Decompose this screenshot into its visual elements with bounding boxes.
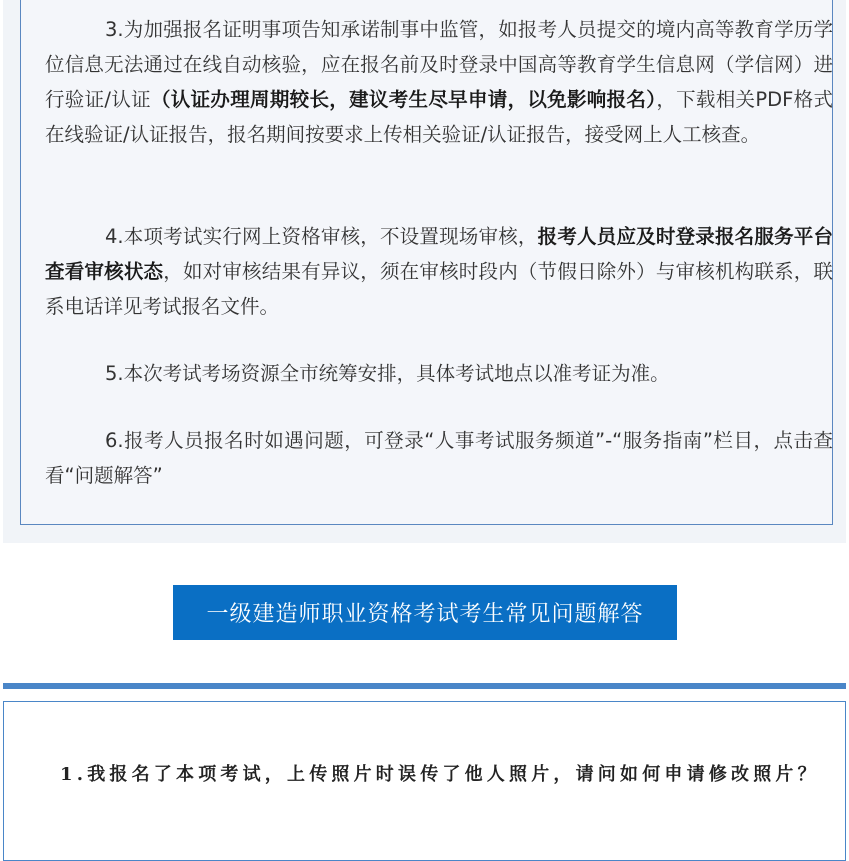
faq-question-1 [24, 758, 824, 791]
notice-item-3-bold: （认证办理周期较长，建议考生尽早申请，以免影响报名） [150, 88, 657, 111]
notice-item-3 [45, 12, 833, 152]
notice-item-4-text-b: ，如对审核结果有异议，须在审核时段内（节假日除外）与审核机构联系，联系电话详见考试报名文件。 [45, 260, 833, 318]
section-banner-title: 一级建造师职业资格考试考生常见问题解答 [173, 585, 677, 640]
notice-item-4-bold: 报考人员应及时登录报名服务平台查看审核状态 [45, 225, 833, 283]
notice-item-5-text: 5.本次考试考场资源全市统筹安排，具体考试地点以准考证为准。 [105, 362, 670, 385]
notice-item-3-text-a: 3.为加强报名证明事项告知承诺制事中监管，如报考人员提交的境内高等教育学历学位信息无法通过在线自动核验，应在报名前及时登录中国高等教育学生信息网（学信网）进行验证/认证 [45, 18, 833, 111]
notice-item-6 [45, 423, 833, 493]
notice-item-3-text-b: ，下载相关PDF格式在线验证/认证报告，报名期间按要求上传相关验证/认证报告，接受网上人工核查。 [45, 88, 833, 146]
notice-item-4-text-a: 4.本项考试实行网上资格审核，不设置现场审核， [105, 225, 538, 248]
notice-box [20, 0, 833, 525]
section-divider [3, 683, 846, 689]
notice-item-5 [45, 356, 833, 391]
notice-section [3, 0, 846, 543]
notice-item-6-text: 6.报考人员报名时如遇问题，可登录“人事考试服务频道”-“服务指南”栏目，点击查看“问题解答” [45, 429, 833, 487]
notice-item-4 [45, 219, 833, 324]
faq-box [3, 701, 846, 861]
faq-question-1-text: 1.我报名了本项考试，上传照片时误传了他人照片，请问如何申请修改照片？ [60, 764, 820, 785]
